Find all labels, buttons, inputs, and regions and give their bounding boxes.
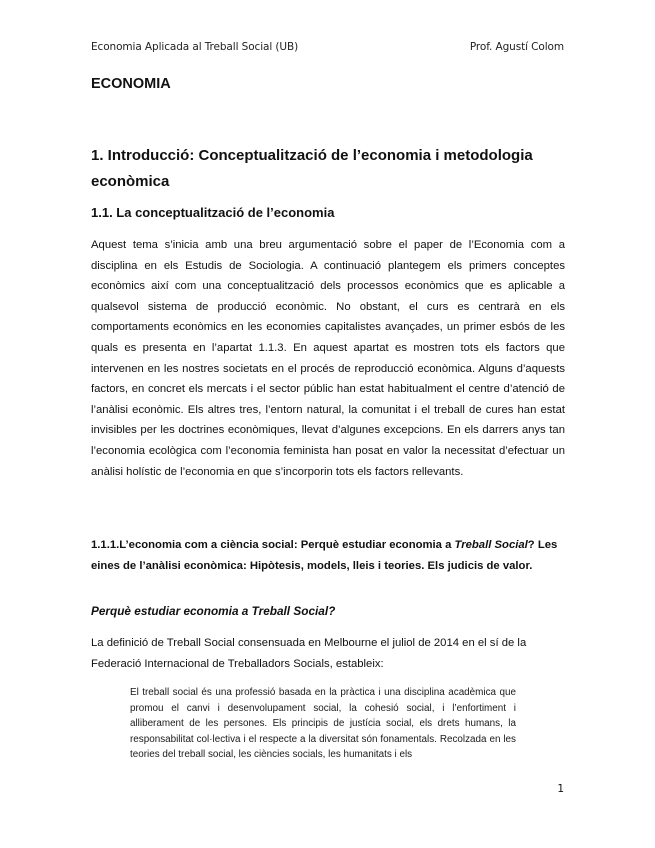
section-heading-1-1-1-part-b: ? Les eines de l’anàlisi econòmica: Hipòtesis, models, lleis i teories. Els judicis de valor.: [91, 539, 558, 572]
section-heading-1-1-1: [91, 535, 565, 576]
header-author: Prof. Agustí Colom: [469, 41, 564, 53]
definition-paragraph: La definició de Treball Social consensuada en Melbourne el juliol de 2014 en el sí de la Federació Internacional de Treballadors Socials, estableix:: [91, 637, 527, 670]
page-number: 1: [557, 783, 564, 795]
subsection-question: Perquè estudiar economia a Treball Social?: [91, 604, 336, 618]
definition-quote: El treball social és una professió basada en la pràctica i una disciplina acadèmica que promou el canvi i desenvolupament social, la cohesió social, i l’enfortiment i alliberament de les persones. Els principis de justícia social, els drets humans, la responsabilitat col·lectiva i el respecte a la diversitat són fonamentals. Recolzada en les teories del treball social, les ciències socials, les humanitats i els: [130, 687, 516, 761]
document-title: ECONOMIA: [91, 76, 171, 92]
header-course: Economia Aplicada al Treball Social (UB): [91, 41, 299, 53]
section-heading-1: 1. Introducció: Conceptualització de l’economia i metodologia econòmica: [91, 147, 533, 190]
section-heading-1-1-1-emphasis: Treball Social: [454, 539, 528, 551]
intro-paragraph: Aquest tema s’inicia amb una breu argumentació sobre el paper de l’Economia com a disciplina en els Estudis de Sociologia. A continuació plantegem els primers conceptes econòmics així com una conceptualització dels processos econòmics que es aplicable a qualsevol sistema de producció econòmic. No obstant, el curs es centrarà en els comportaments econòmics en les economies capitalistes avançades, un primer esbós de les quals es presenta en l’apartat 1.1.3. En aquest apartat es mostren tots els factors que intervenen en les nostres societats en el procés de reproducció econòmica. Alguns d’aquests factors, en concret els mercats i el sector públic han estat habitualment el centre d’atenció de l’anàlisi econòmic. Els altres tres, l’entorn natural, la comunitat i el treball de cures han estat invisibles per les doctrines econòmiques, llevat d’algunes excepcions. En els darrers anys tan l’economia ecològica com l’economia feminista han posat en valor la necessitat d’efectuar un anàlisi holístic de l’economia en que s’incorporin tots els factors rellevants.: [91, 239, 565, 478]
section-heading-1-1-1-part-a: 1.1.1.L’economia com a ciència social: Perquè estudiar economia a: [91, 539, 455, 551]
section-heading-1-1: 1.1. La conceptualització de l’economia: [91, 205, 335, 220]
